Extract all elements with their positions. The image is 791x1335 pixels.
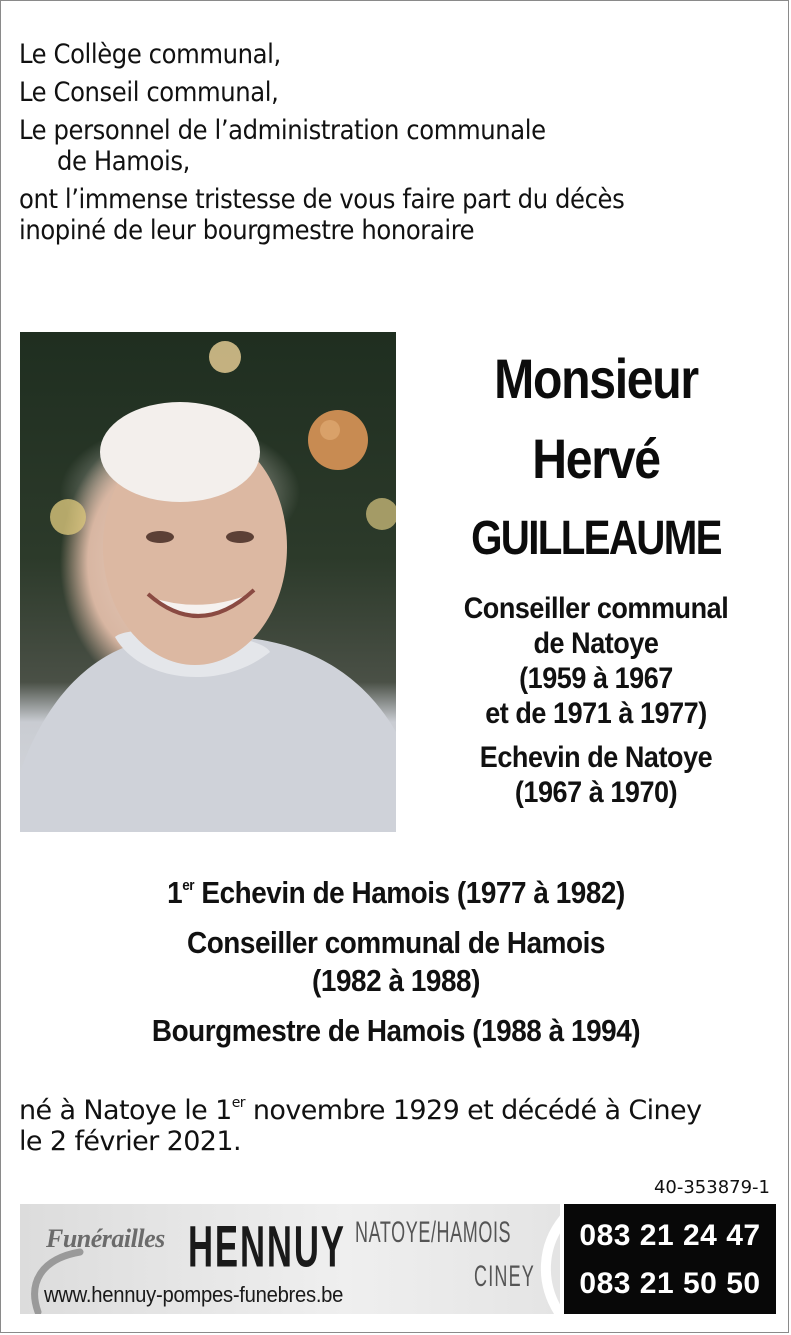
phone-number[interactable]: 083 21 50 50 <box>579 1267 761 1300</box>
birth-death-line <box>19 1095 779 1126</box>
ordinal-suffix: er <box>182 877 195 894</box>
reference-number: 40-353879-1 <box>653 1177 770 1198</box>
role-line: et de 1971 à 1977) <box>485 697 707 730</box>
phone-panel <box>564 1204 776 1314</box>
role-line: (1967 à 1970) <box>514 776 678 809</box>
birth-death-text <box>19 1095 779 1157</box>
intro-line: Le personnel de l’administration communale <box>19 115 546 146</box>
phone-number[interactable]: 083 21 24 47 <box>579 1219 761 1252</box>
intro-text <box>19 39 779 246</box>
ordinal-suffix: er <box>231 1095 245 1111</box>
death-date-line: le 2 février 2021. <box>19 1126 241 1157</box>
role-line: (1959 à 1967 <box>519 662 673 695</box>
role-line: Echevin de Natoye <box>479 741 713 774</box>
intro-line: Le Collège communal, <box>19 39 281 70</box>
intro-line: de Hamois, <box>57 146 190 177</box>
intro-line: inopiné de leur bourgmestre honoraire <box>19 215 475 246</box>
honorific: Monsieur <box>494 347 698 410</box>
intro-line: ont l’immense tristesse de vous faire part du décès <box>19 184 625 215</box>
role-text: Echevin de Hamois (1977 à 1982) <box>194 875 625 910</box>
surname: GUILLEAUME <box>471 512 721 565</box>
funeral-home-banner <box>20 1204 776 1314</box>
death-text: novembre 1929 et décédé à Ciney <box>244 1095 702 1126</box>
website-link[interactable]: www.hennuy-pompes-funebres.be <box>44 1282 344 1307</box>
role-line: de Natoye <box>533 627 659 660</box>
deceased-name <box>416 339 776 579</box>
first-name: Hervé <box>532 427 660 490</box>
ordinal: 1 <box>167 875 183 910</box>
portrait-illustration <box>20 332 396 832</box>
funeral-home-brand-panel <box>20 1204 560 1314</box>
birth-text: né à Natoye le 1 <box>19 1095 232 1126</box>
role-line: (1982 à 1988) <box>312 963 480 998</box>
roles-natoye <box>413 591 779 810</box>
role-line: Conseiller communal <box>463 592 729 625</box>
funerailles-label: Funérailles <box>46 1224 165 1253</box>
roles-hamois <box>21 874 771 1050</box>
intro-line: Le Conseil communal, <box>19 77 279 108</box>
brand-name: HENNUY <box>188 1213 346 1280</box>
portrait-photo <box>20 332 396 832</box>
role-line: Conseiller communal de Hamois <box>187 925 605 960</box>
location-ciney: CINEY <box>474 1260 536 1293</box>
role-line: Bourgmestre de Hamois (1988 à 1994) <box>151 1013 641 1048</box>
role-line <box>59 874 734 912</box>
location-natoye-hamois: NATOYE/HAMOIS <box>355 1216 512 1249</box>
